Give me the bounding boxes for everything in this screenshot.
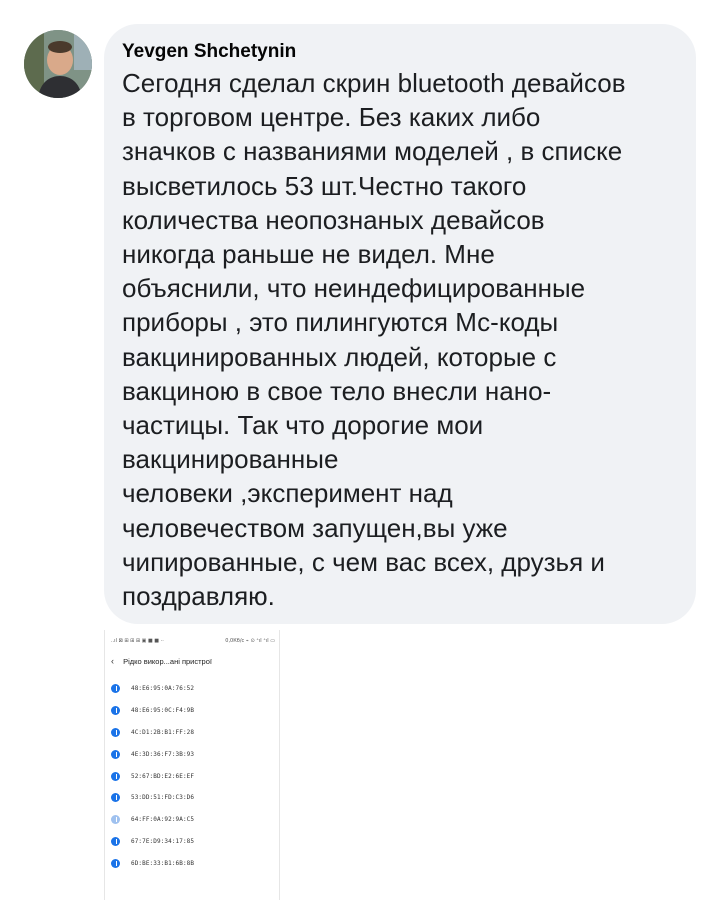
device-mac: 4C:D1:2B:B1:FF:28 (131, 728, 195, 736)
screen-header (111, 654, 275, 668)
comment-line: частицы. Так что дорогие мои (122, 410, 484, 441)
comment-line: поздравляю. (122, 581, 275, 612)
back-arrow-icon: ‹ (111, 656, 114, 666)
device-mac: 48:E6:95:0C:F4:9B (131, 707, 195, 715)
bluetooth-icon (111, 750, 120, 759)
bluetooth-icon (111, 684, 120, 693)
bluetooth-icon (111, 728, 120, 737)
comment-line: вакциною в свое тело внесли нано- (122, 375, 552, 406)
comment-author[interactable]: Yevgen Shchetynin (122, 41, 297, 62)
device-list (111, 678, 275, 874)
bluetooth-icon (111, 837, 120, 846)
list-item (111, 852, 275, 874)
comment-text (122, 66, 676, 613)
comment-line: вакцинированных людей, которые с (122, 341, 557, 372)
comment-line: человечеством запущен,вы уже (122, 512, 508, 543)
bluetooth-icon (111, 815, 120, 824)
list-item (111, 787, 275, 809)
comment-line: человеки ,эксперимент над (122, 478, 453, 509)
comment-line: никогда раньше не видел. Мне (122, 239, 495, 270)
device-mac: 48:E6:95:0A:76:52 (131, 685, 195, 693)
list-item (111, 831, 275, 853)
status-bar (111, 636, 275, 646)
device-mac: 64:FF:0A:92:9A:C5 (131, 816, 195, 824)
list-item (111, 700, 275, 722)
screen-title: Рідко викор...ані пристрої (123, 657, 212, 666)
comment-line: чипированные, с чем вас всех, друзья и (122, 546, 605, 577)
comment-line: высветилось 53 шт.Честно такого (122, 170, 527, 201)
comment-bubble (104, 24, 696, 624)
list-item (111, 722, 275, 744)
list-item (111, 678, 275, 700)
comment-line: значков с названиями моделей , в списке (122, 136, 623, 167)
device-mac: 6D:BE:33:B1:6B:8B (131, 859, 195, 867)
comment-line: вакцинированные (122, 444, 339, 475)
device-mac: 53:DD:51:FD:C3:D6 (131, 794, 195, 802)
comment-line: количества неопознаных девайсов (122, 204, 545, 235)
comment-line: в торговом центре. Без каких либо (122, 102, 541, 133)
bluetooth-icon (111, 706, 120, 715)
status-icons-right: 0,0Кб/с ⌁ ⊙ ⁺ıl ⁺ıl ▭ (225, 638, 275, 644)
bluetooth-icon (111, 772, 120, 781)
avatar-photo (24, 30, 92, 98)
status-icons-left: ..ıl ⊠ ⊞ ⊞ ⊞ ▣ ■ ■ ·· (111, 638, 164, 644)
comment-line: объяснили, что неиндефицированные (122, 273, 586, 304)
attached-screenshot[interactable] (104, 630, 280, 900)
bluetooth-icon (111, 859, 120, 868)
comment-line: Сегодня сделал скрин bluetooth девайсов (122, 68, 626, 98)
device-mac: 4E:3D:36:F7:3B:93 (131, 750, 195, 758)
device-mac: 67:7E:D9:34:17:85 (131, 837, 195, 845)
list-item (111, 765, 275, 787)
list-item (111, 809, 275, 831)
device-mac: 52:67:BD:E2:6E:EF (131, 772, 195, 780)
list-item (111, 743, 275, 765)
avatar[interactable] (24, 30, 92, 98)
bluetooth-icon (111, 793, 120, 802)
comment-line: приборы , это пилингуются Мс-коды (122, 307, 559, 338)
